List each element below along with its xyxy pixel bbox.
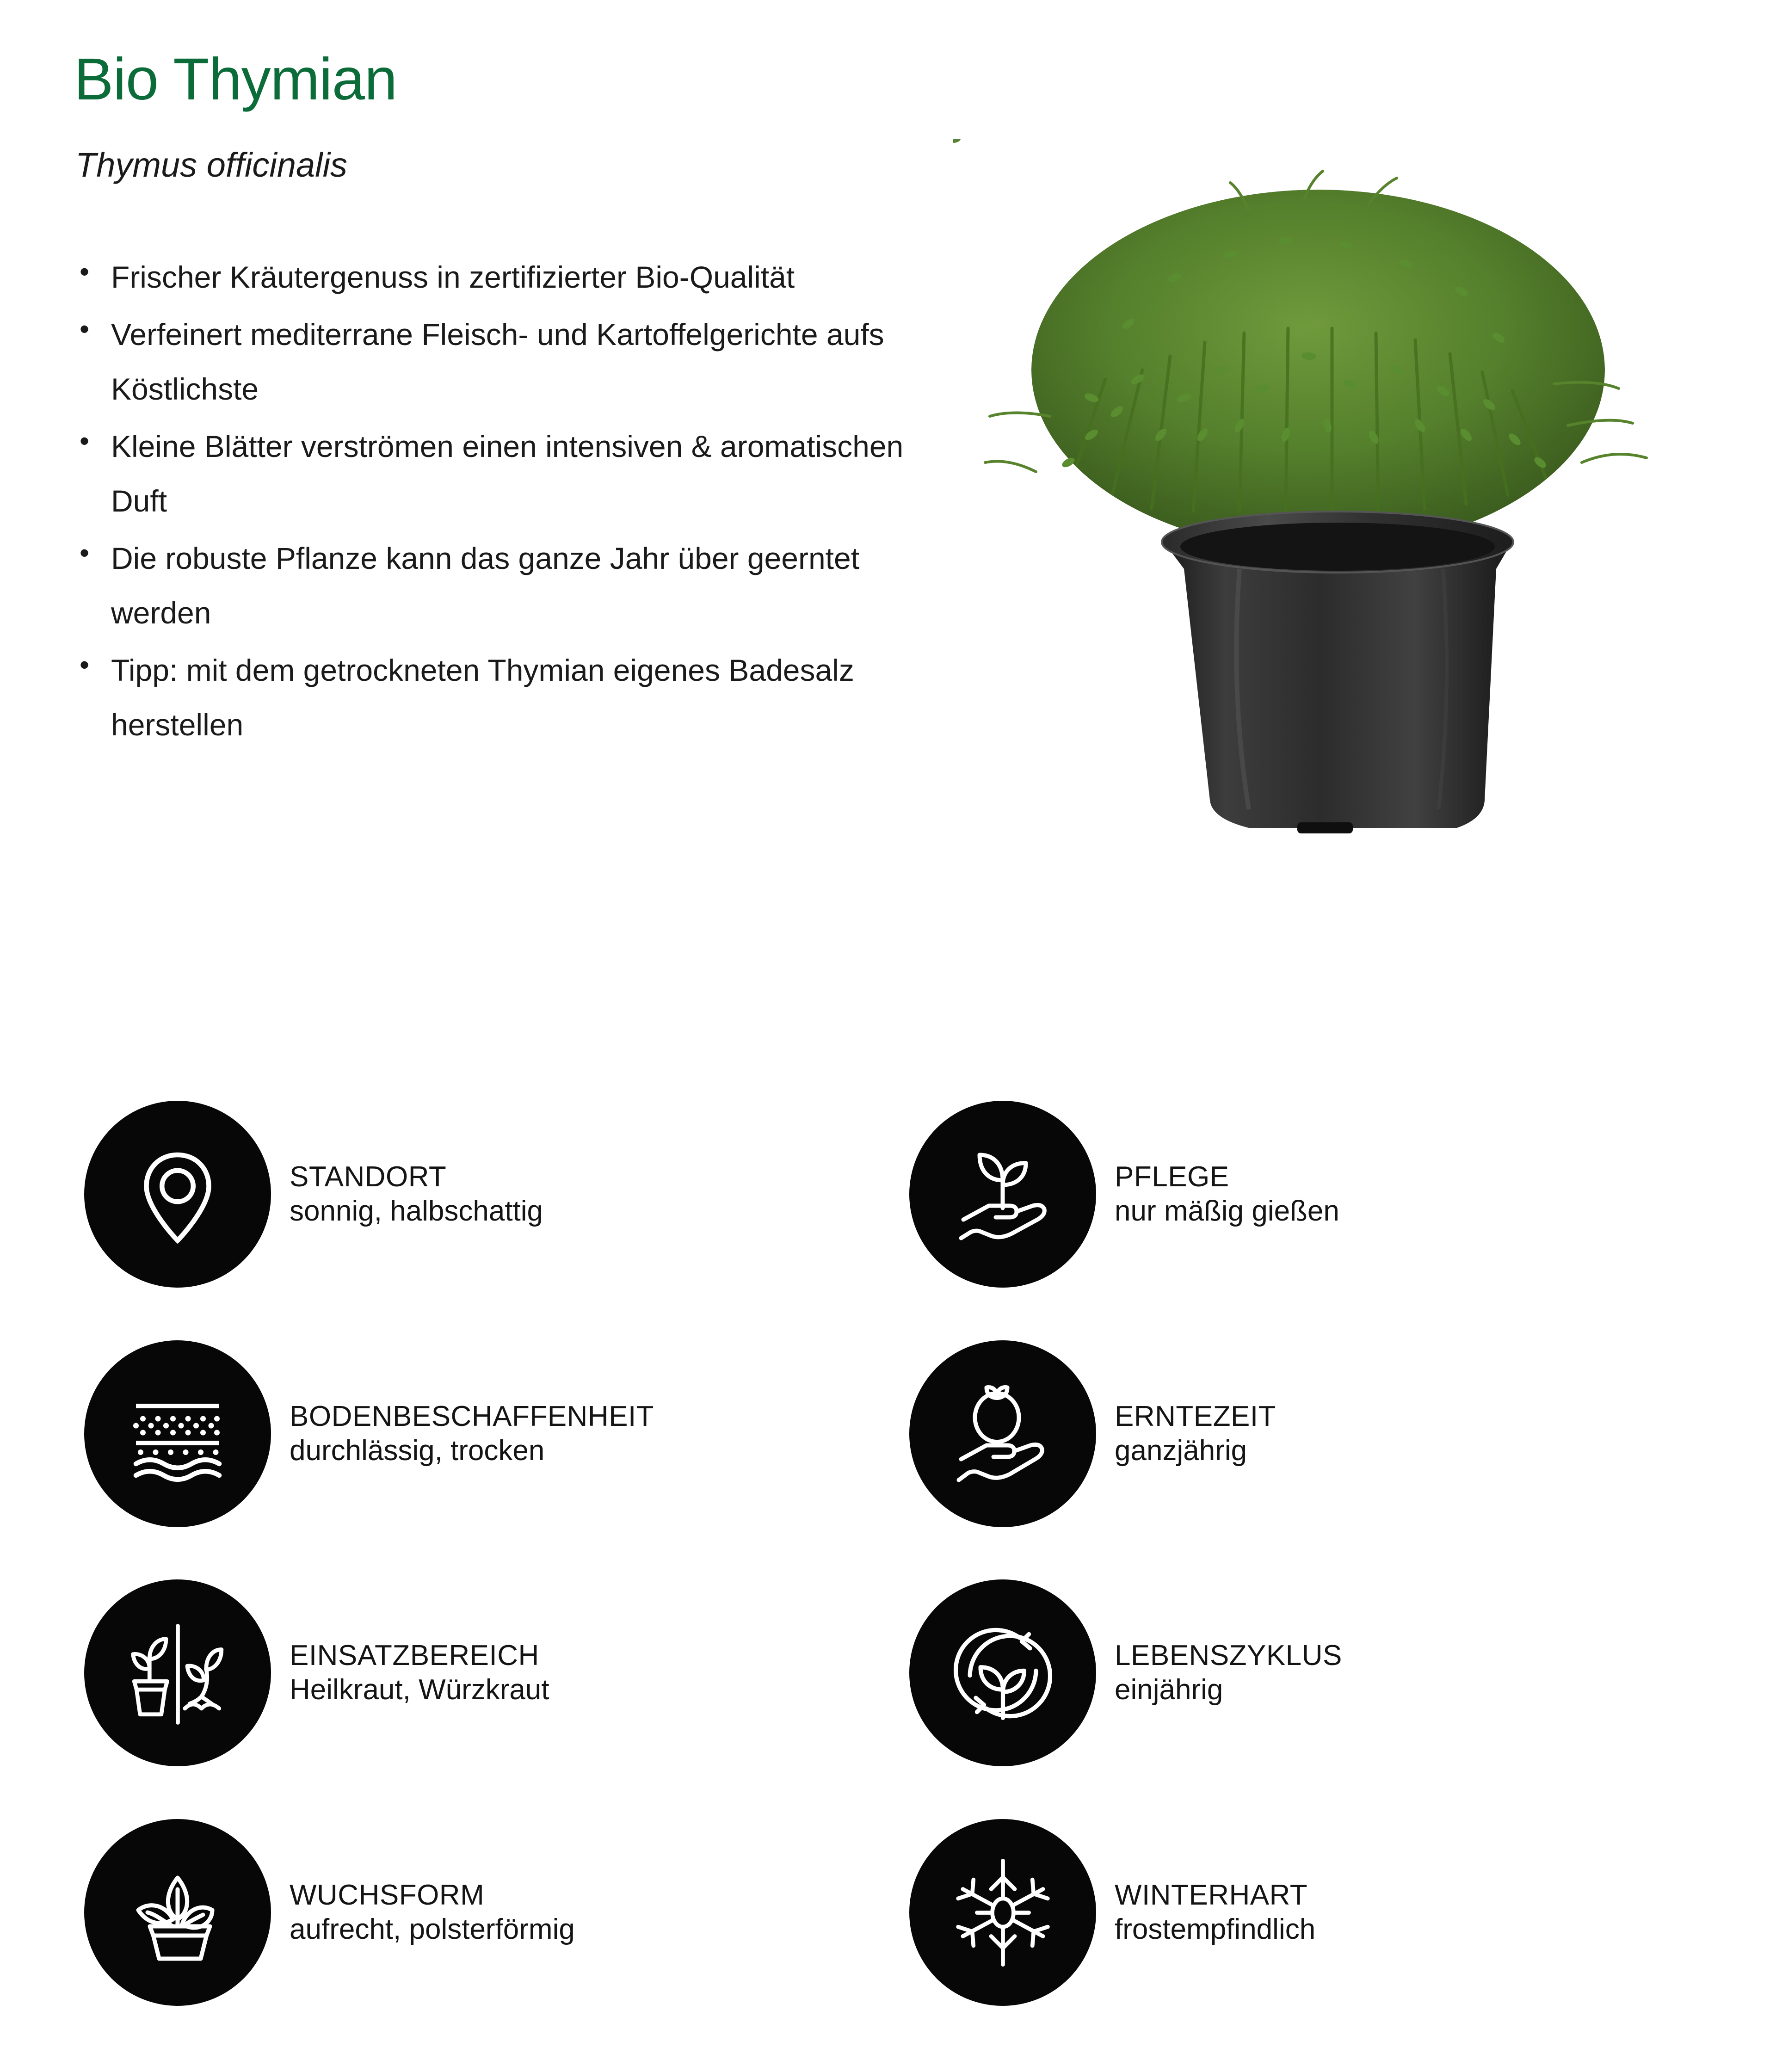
bullet-marker-icon: •	[80, 256, 90, 287]
list-item	[69, 531, 911, 640]
list-item	[69, 419, 911, 528]
attribute-label: STANDORT	[290, 1160, 447, 1193]
attribute-winterhart	[909, 1819, 1659, 2006]
attribute-erntezeit	[909, 1340, 1659, 1527]
potted-and-planted-icon	[84, 1579, 271, 1766]
feature-text: Kleine Blätter verströmen einen intensiven & aromatischen Duft	[111, 429, 904, 518]
feature-text: Verfeinert mediterrane Fleisch- und Kartoffelgerichte aufs Köstlichste	[111, 317, 884, 406]
attribute-pflege	[909, 1101, 1659, 1288]
bullet-marker-icon: •	[80, 649, 90, 680]
attribute-value: sonnig, halbschattig	[290, 1195, 543, 1227]
bullet-marker-icon: •	[80, 314, 90, 345]
feature-list	[69, 250, 911, 755]
list-item	[69, 643, 911, 752]
attribute-standort	[84, 1101, 833, 1288]
life-cycle-icon	[909, 1579, 1096, 1766]
attribute-text	[290, 1161, 543, 1228]
bullet-marker-icon: •	[80, 426, 90, 456]
attribute-label: EINSATZBEREICH	[290, 1639, 539, 1671]
attribute-value: durchlässig, trocken	[290, 1435, 545, 1467]
feature-text: Frischer Kräutergenuss in zertifizierter Bio-Qualität	[111, 260, 795, 294]
attribute-einsatzbereich	[84, 1579, 833, 1766]
attribute-text	[1115, 1879, 1315, 1946]
product-photo	[953, 139, 1730, 971]
attribute-text	[1115, 1640, 1342, 1707]
thyme-plant-image	[953, 139, 1730, 971]
attribute-value: ganzjährig	[1115, 1435, 1247, 1467]
attribute-label: WINTERHART	[1115, 1879, 1308, 1911]
attribute-value: frostempfindlich	[1115, 1913, 1316, 1946]
attribute-label: LEBENSZYKLUS	[1115, 1639, 1342, 1671]
feature-text: Die robuste Pflanze kann das ganze Jahr über geerntet werden	[111, 541, 860, 630]
location-pin-icon	[84, 1101, 271, 1288]
potted-plant-icon	[84, 1819, 271, 2006]
hand-fruit-icon	[909, 1340, 1096, 1527]
attribute-text	[1115, 1400, 1276, 1468]
attribute-text	[1115, 1161, 1339, 1228]
list-item	[69, 250, 911, 304]
attribute-value: nur mäßig gießen	[1115, 1195, 1339, 1227]
attribute-value: Heilkraut, Würzkraut	[290, 1674, 549, 1706]
attribute-label: WUCHSFORM	[290, 1879, 485, 1911]
attribute-text	[290, 1400, 654, 1468]
feature-text: Tipp: mit dem getrockneten Thymian eigenes Badesalz herstellen	[111, 653, 854, 742]
bullet-marker-icon: •	[80, 537, 90, 568]
hand-sprout-icon	[909, 1101, 1096, 1288]
soil-layers-icon	[84, 1340, 271, 1527]
attribute-lebenszyklus	[909, 1579, 1659, 1766]
attribute-label: BODENBESCHAFFENHEIT	[290, 1400, 654, 1432]
attribute-wuchsform	[84, 1819, 833, 2006]
snowflake-icon	[909, 1819, 1096, 2006]
attribute-text	[290, 1640, 549, 1707]
page-title: Bio Thymian	[74, 46, 397, 112]
attribute-text	[290, 1879, 575, 1946]
botanical-name: Thymus officinalis	[75, 146, 348, 184]
attribute-label: ERNTEZEIT	[1115, 1400, 1276, 1432]
attribute-value: einjährig	[1115, 1674, 1223, 1706]
attribute-value: aufrecht, polsterförmig	[290, 1913, 575, 1946]
attribute-bodenbeschaffenheit	[84, 1340, 833, 1527]
list-item	[69, 307, 911, 416]
attribute-label: PFLEGE	[1115, 1160, 1229, 1193]
